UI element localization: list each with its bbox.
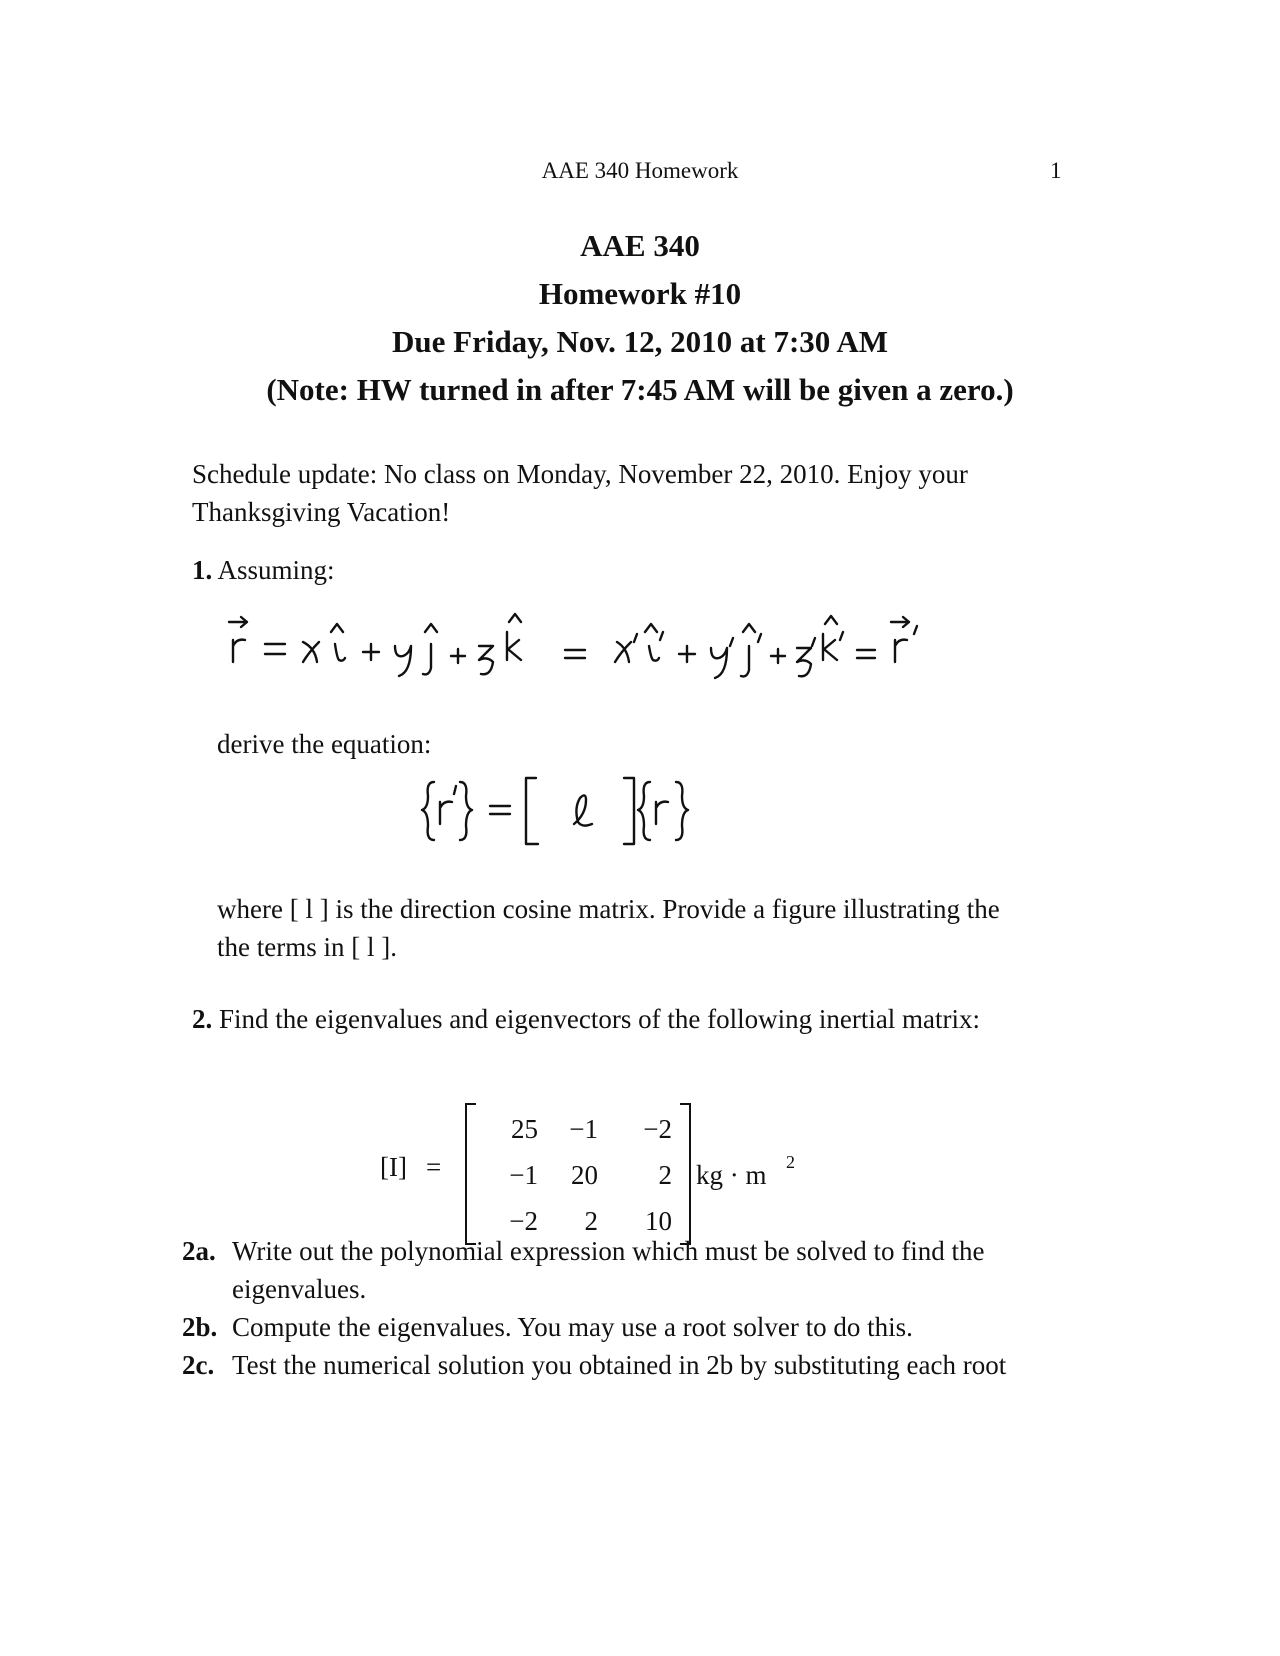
q2-part-b-line-1: Compute the eigenvalues. You may use a root solver to do this. (232, 1312, 913, 1342)
matrix-left-bracket (466, 1104, 476, 1244)
matrix-cell: −2 (509, 1206, 538, 1236)
q1-number: 1. (192, 555, 213, 585)
q1-where-line-2: the terms in [ l ]. (217, 932, 397, 962)
handwritten-dcm-equation (420, 768, 750, 858)
q2-number: 2. (192, 1004, 213, 1034)
page-number: 1 (1050, 158, 1062, 183)
q2-part-a-line-1: Write out the polynomial expression which must be solved to find the (232, 1236, 985, 1266)
q2-part-a (182, 1232, 1082, 1270)
matrix-cell: 2 (584, 1206, 598, 1236)
q1-where-text (217, 890, 1097, 966)
schedule-line-2: Thanksgiving Vacation! (192, 497, 451, 527)
matrix-cell: 25 (511, 1114, 538, 1144)
assignment-title: Homework #10 (538, 276, 742, 311)
matrix-units-exponent: 2 (786, 1152, 795, 1172)
q1-where-line-1: where [ l ] is the direction cosine matrix. Provide a figure illustrating the (217, 894, 1000, 924)
matrix-cell: 10 (645, 1206, 672, 1236)
running-header: AAE 340 Homework (541, 158, 739, 183)
q2-part-c-line-1: Test the numerical solution you obtained in 2b by substituting each root (232, 1350, 1007, 1380)
q2-part-b-label: 2b. (182, 1312, 218, 1342)
inertia-matrix (380, 1100, 840, 1250)
matrix-cell: −1 (569, 1114, 598, 1144)
q2-heading (192, 1000, 980, 1038)
late-note: (Note: HW turned in after 7:45 AM will be given a zero.) (266, 372, 1014, 407)
q2-part-a-label: 2a. (182, 1236, 216, 1266)
matrix-cell: −1 (509, 1160, 538, 1190)
matrix-right-bracket (680, 1104, 690, 1244)
matrix-cells (509, 1114, 672, 1236)
title-block (0, 222, 1280, 414)
schedule-line-1: Schedule update: No class on Monday, November 22, 2010. Enjoy your (192, 459, 968, 489)
q1-intro: Assuming: (217, 555, 335, 585)
q2-part-a-line-2: eigenvalues. (232, 1274, 367, 1304)
schedule-update (192, 455, 1092, 531)
matrix-cell: 20 (571, 1160, 598, 1190)
matrix-cell: −2 (643, 1114, 672, 1144)
course-title: AAE 340 (580, 228, 700, 263)
matrix-label: [I] (380, 1152, 407, 1182)
handwritten-vector-equation (225, 592, 1025, 682)
q2-part-c-label: 2c. (182, 1350, 215, 1380)
q2-part-b (182, 1308, 1082, 1346)
matrix-units: kg · m (696, 1160, 767, 1190)
matrix-cell: 2 (658, 1160, 672, 1190)
due-date: Due Friday, Nov. 12, 2010 at 7:30 AM (392, 324, 888, 359)
q1-derive-text: derive the equation: (217, 729, 432, 759)
q1-heading (192, 551, 335, 589)
q2-part-c (182, 1346, 1082, 1384)
matrix-equals: = (426, 1152, 442, 1182)
q2-parts (182, 1232, 1082, 1384)
q2-text: Find the eigenvalues and eigenvectors of the following inertial matrix: (219, 1004, 981, 1034)
